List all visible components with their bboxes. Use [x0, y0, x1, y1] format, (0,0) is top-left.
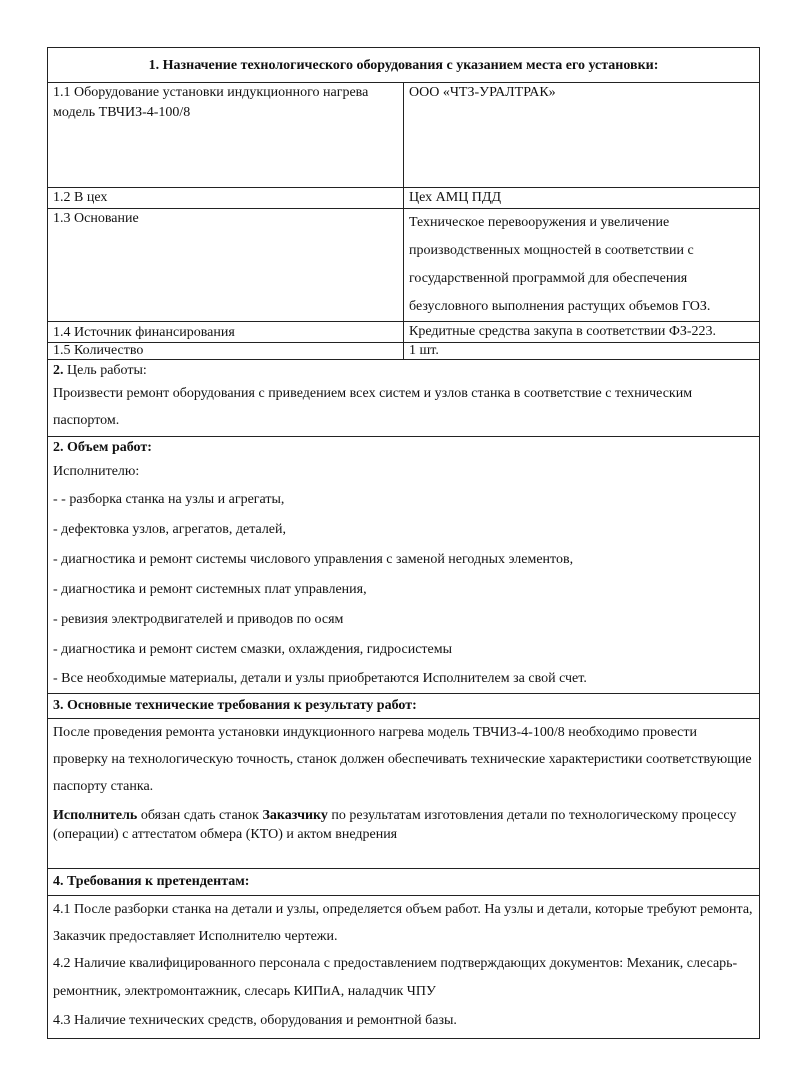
funding-label: 1.4 Источник финансирования — [48, 322, 404, 343]
basis-value — [404, 209, 760, 322]
quantity-label: 1.5 Количество — [48, 343, 404, 360]
list-item: - диагностика и ремонт системных плат управления, — [53, 582, 367, 597]
requirements-section — [48, 719, 760, 869]
workshop-value: Цех АМЦ ПДД — [404, 188, 760, 209]
applicants-heading: 4. Требования к претендентам: — [48, 869, 760, 896]
goal-text: Произвести ремонт оборудования с приведением всех систем и узлов станка в соответствие с техническим паспортом. — [53, 386, 693, 428]
applicants-section — [48, 896, 760, 1039]
workshop-label: 1.2 В цех — [48, 188, 404, 209]
table-row — [48, 209, 760, 322]
equipment-label: 1.1 Оборудование установки индукционного нагрева модель ТВЧИЗ-4-100/8 — [48, 83, 404, 188]
section-1-title: 1. Назначение технологического оборудования с указанием места его установки: — [48, 48, 760, 83]
funding-value: Кредитные средства закупа в соответствии ФЗ-223. — [404, 322, 760, 343]
scope-section — [48, 437, 760, 694]
list-item: - Все необходимые материалы, детали и узлы приобретаются Исполнителем за свой счет. — [53, 671, 587, 686]
list-item: - - разборка станка на узлы и агрегаты, — [53, 492, 285, 507]
scope-heading: 2. Объем работ: — [53, 440, 152, 455]
requirements-heading: 3. Основные технические требования к результату работ: — [48, 694, 760, 719]
table-row — [48, 188, 760, 209]
table-row — [48, 83, 760, 188]
applicant-item: 4.3 Наличие технических средств, оборудования и ремонтной базы. — [53, 1013, 457, 1028]
basis-text: Техническое перевооружения и увеличение производственных мощностей в соответствии с государственной программой для обеспечения безусловного выполнения растущих объемов ГОЗ. — [409, 215, 711, 314]
list-item: - диагностика и ремонт систем смазки, охлаждения, гидросистемы — [53, 642, 453, 657]
spacer — [53, 844, 754, 868]
scope-intro: Исполнителю: — [53, 464, 140, 479]
equipment-value: ООО «ЧТЗ-УРАЛТРАК» — [404, 83, 760, 188]
basis-label: 1.3 Основание — [48, 209, 404, 322]
quantity-value: 1 шт. — [404, 343, 760, 360]
list-item: - ревизия электродвигателей и приводов по осям — [53, 612, 344, 627]
requirements-acceptance: Исполнитель обязан сдать станок Заказчику по результатам изготовления детали по технологическому процессу (операции) с аттестатом обмера (КТО) и актом внедрения — [53, 808, 737, 842]
list-item: - дефектовка узлов, агрегатов, деталей, — [53, 522, 287, 537]
requirements-text: После проведения ремонта установки индукционного нагрева модель ТВЧИЗ-4-100/8 необходимо провести проверку на технологическую точность, станок должен обеспечивать технические характеристики соответствующие паспорту станка. — [53, 725, 752, 794]
document — [47, 47, 760, 1039]
table-row — [48, 322, 760, 343]
goal-section — [48, 360, 760, 437]
table-row — [48, 343, 760, 360]
applicant-item: 4.1 После разборки станка на детали и узлы, определяется объем работ. На узлы и детали, которые требуют ремонта, Заказчик предоставляет Исполнителю чертежи. — [53, 902, 753, 944]
applicant-item: 4.2 Наличие квалифицированного персонала с предоставлением подтверждающих документов: Механик, слесарь-ремонтник, электромонтажник, слесарь КИПиА, наладчик ЧПУ — [53, 956, 738, 999]
goal-heading: 2. Цель работы: — [53, 363, 147, 378]
list-item: - диагностика и ремонт системы числового управления с заменой негодных элементов, — [53, 552, 574, 567]
spec-table — [47, 47, 760, 1039]
